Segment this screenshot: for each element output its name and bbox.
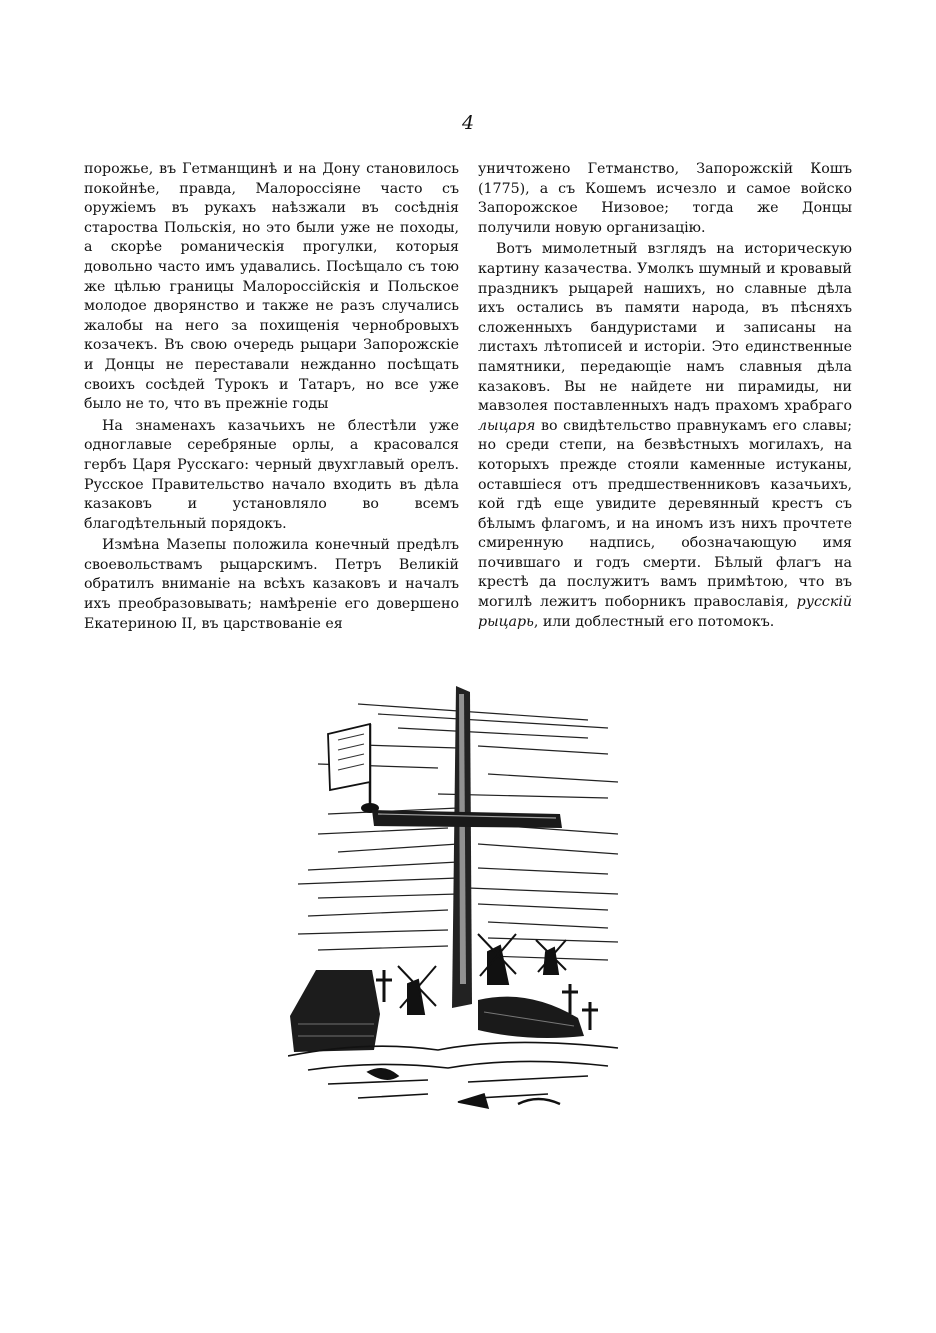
right-column — [478, 160, 852, 634]
page-number: 4 — [461, 112, 475, 134]
paragraph: порожье, въ Гетманщинѣ и на Дону становилось покойнѣе, правда, Малороссіяне часто съ оружіемъ въ рукахъ наѣзжали въ сосѣднія староства Польскія, но это были уже не походы, а скорѣе романическія прогулки, которыя довольно часто имъ удавались. Посѣщало съ тою же цѣлью границы Малороссійскія и Польское молодое дворянство и также не разъ случались жалобы на него за похищенія чернобровыхъ козачекъ. Въ свою очередь рыцари Запорожскіе и Донцы не переставали нежданно посѣщать своихъ сосѣдей Турокъ и Татаръ, но все уже было не то, что въ прежніе годы — [84, 161, 459, 413]
paragraph: уничтожено Гетманство, Запорожскій Кошъ (1775), а съ Кошемъ исчезло и самое войско Запорожское Низовое; тогда же Донцы получили новую организацію. — [478, 161, 852, 236]
left-column — [84, 160, 459, 636]
text-run: Вотъ мимолетный взглядъ на историческую картину казачества. Умолкъ шумный и кровавый праздникъ рыцарей нашихъ, но славные дѣла ихъ остались въ памяти народа, въ пѣсняхъ сложенныхъ бандуристами и записаны на листахъ лѣтописей и исторіи. Это единственные памятники, передающіе намъ славныя дѣла казаковъ. Вы не найдете ни пирамиды, ни мавзолея поставленныхъ надъ прахомъ храбраго — [478, 241, 852, 415]
paragraph: Измѣна Мазепы положила конечный предѣлъ своевольствамъ рыцарскимъ. Петръ Великій обратилъ вниманіе на всѣхъ казаковъ и началъ ихъ преобразовывать; намѣреніе его довершено Екатериною II, въ царствованіе ея — [84, 537, 459, 632]
ground — [288, 1042, 618, 1108]
paragraph: На знаменахъ казачьихъ не блестѣли уже одноглавые серебряные орлы, а красовался гербъ Царя Русскаго: черный двухглавый орелъ. Русское Правительство начало входить въ дѣла казаковъ и установляло во всемъ благодѣтельный порядокъ. — [84, 417, 459, 532]
paragraph — [478, 240, 852, 632]
italic-term: русскій рыцарь — [478, 594, 852, 630]
hut — [290, 970, 380, 1052]
text-run: во свидѣтельство правнукамъ его славы; но среди степи, на безвѣстныхъ могилахъ, на которыхъ прежде стояли каменные истуканы, оставшіеся отъ предшественниковъ казачьихъ, кой гдѣ еще увидите деревянный крестъ съ бѣлымъ флагомъ, и на иномъ изъ нихъ прочтете смиренную надпись, обозначающую имя почившаго и годъ смерти. Бѣлый флагъ на крестѣ да послужитъ вамъ примѣтою, что въ могилѣ лежитъ поборникъ православія, — [478, 417, 852, 611]
text-run: , или доблестный его потомокъ. — [533, 613, 775, 630]
flag-pole — [328, 724, 379, 813]
cross — [372, 686, 562, 1008]
italic-term: лыцаря — [478, 417, 536, 434]
grave-cross-engraving — [288, 684, 628, 1124]
grave-mound — [478, 997, 584, 1038]
